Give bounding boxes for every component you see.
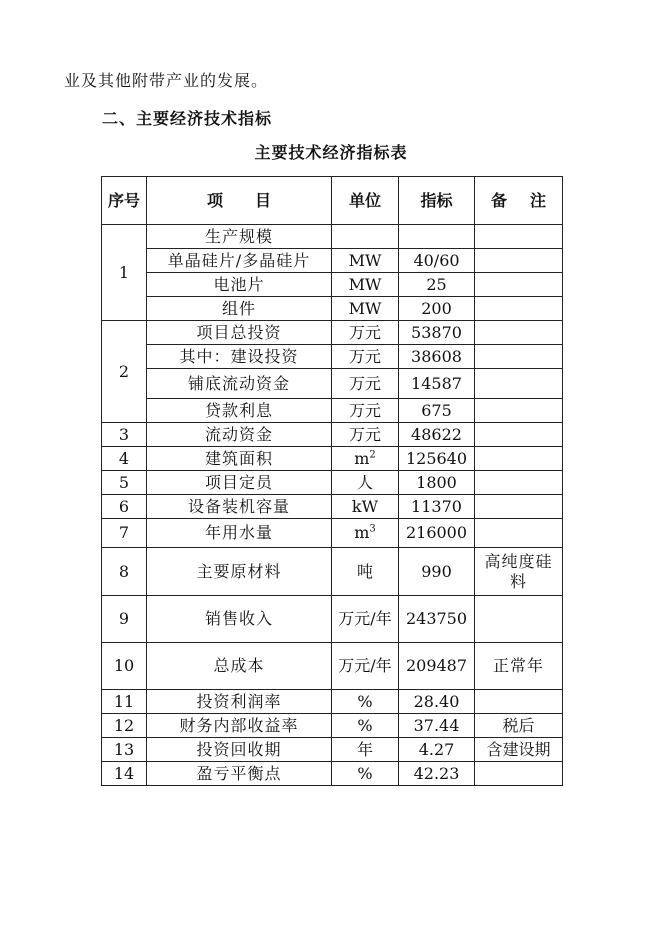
row-seq: 7 [102, 519, 147, 548]
row-value: 1800 [399, 471, 475, 495]
row-seq: 9 [102, 596, 147, 643]
row-item: 其中：建设投资 [147, 345, 332, 369]
row-value: 675 [399, 399, 475, 423]
row-note [475, 423, 563, 447]
unit-base: m [354, 448, 370, 468]
row-value: 990 [399, 548, 475, 596]
unit-exponent: 3 [369, 523, 376, 535]
table-row [102, 519, 563, 548]
row-note [475, 225, 563, 249]
row-note [475, 249, 563, 273]
table-row [102, 225, 563, 249]
row-item: 项目定员 [147, 471, 332, 495]
table-row [102, 596, 563, 643]
row-seq: 8 [102, 548, 147, 596]
row-item: 投资利润率 [147, 690, 332, 714]
row-note [475, 399, 563, 423]
row-unit: MW [332, 273, 399, 297]
row-seq: 3 [102, 423, 147, 447]
row-value: 209487 [399, 643, 475, 690]
row-value: 243750 [399, 596, 475, 643]
row-value: 42.23 [399, 762, 475, 786]
row-note: 高纯度硅料 [475, 548, 563, 596]
table-row [102, 423, 563, 447]
row-seq: 1 [102, 225, 147, 321]
header-note [475, 177, 563, 225]
table-row [102, 762, 563, 786]
row-note [475, 447, 563, 471]
table-row [102, 399, 563, 423]
row-value: 37.44 [399, 714, 475, 738]
table-row [102, 369, 563, 399]
row-item: 建筑面积 [147, 447, 332, 471]
row-note [475, 297, 563, 321]
table-header-row [102, 177, 563, 225]
row-seq: 6 [102, 495, 147, 519]
row-item: 贷款利息 [147, 399, 332, 423]
row-unit: 万元 [332, 345, 399, 369]
header-value: 指标 [399, 177, 475, 225]
row-unit: 万元 [332, 321, 399, 345]
row-value: 125640 [399, 447, 475, 471]
unit-base: m [354, 523, 370, 542]
row-seq: 14 [102, 762, 147, 786]
row-unit: % [332, 690, 399, 714]
row-value: 48622 [399, 423, 475, 447]
row-unit: MW [332, 297, 399, 321]
row-item: 组件 [147, 297, 332, 321]
row-note [475, 273, 563, 297]
row-unit: 人 [332, 471, 399, 495]
row-item: 设备装机容量 [147, 495, 332, 519]
row-note [475, 345, 563, 369]
row-item: 财务内部收益率 [147, 714, 332, 738]
header-note-b: 注 [529, 190, 546, 210]
row-note [475, 596, 563, 643]
table-row [102, 249, 563, 273]
row-seq: 5 [102, 471, 147, 495]
row-note [475, 519, 563, 548]
table-row [102, 690, 563, 714]
row-unit: 万元 [332, 369, 399, 399]
table-row [102, 471, 563, 495]
row-item: 生产规模 [147, 225, 332, 249]
row-unit: MW [332, 249, 399, 273]
row-unit [332, 447, 399, 471]
row-unit: 万元/年 [332, 596, 399, 643]
row-seq: 2 [102, 321, 147, 423]
row-note [475, 369, 563, 399]
row-seq: 13 [102, 738, 147, 762]
row-unit: 万元 [332, 399, 399, 423]
row-note: 正常年 [475, 643, 563, 690]
header-seq: 序号 [102, 177, 147, 225]
row-value: 216000 [399, 519, 475, 548]
row-item: 单晶硅片/多晶硅片 [147, 249, 332, 273]
table-row [102, 643, 563, 690]
row-item: 销售收入 [147, 596, 332, 643]
row-value: 14587 [399, 369, 475, 399]
table-row [102, 273, 563, 297]
table-title: 主要技术经济指标表 [254, 143, 408, 162]
header-note-a: 备 [491, 190, 508, 210]
row-note: 含建设期 [475, 738, 563, 762]
row-item: 主要原材料 [147, 548, 332, 596]
row-item: 投资回收期 [147, 738, 332, 762]
row-value: 200 [399, 297, 475, 321]
unit-exponent: 2 [369, 449, 376, 461]
row-note [475, 690, 563, 714]
row-value: 38608 [399, 345, 475, 369]
table-row [102, 297, 563, 321]
row-item: 铺底流动资金 [147, 369, 332, 399]
row-item: 年用水量 [147, 519, 332, 548]
row-value [399, 225, 475, 249]
row-note [475, 495, 563, 519]
table-row [102, 447, 563, 471]
row-unit: % [332, 714, 399, 738]
row-value: 40/60 [399, 249, 475, 273]
row-item: 项目总投资 [147, 321, 332, 345]
row-unit: 万元/年 [332, 643, 399, 690]
row-unit: 万元 [332, 423, 399, 447]
row-value: 28.40 [399, 690, 475, 714]
row-value: 4.27 [399, 738, 475, 762]
intro-paragraph: 业及其他附带产业的发展。 [64, 71, 269, 90]
row-seq: 4 [102, 447, 147, 471]
row-unit [332, 225, 399, 249]
header-unit: 单位 [332, 177, 399, 225]
table-row [102, 714, 563, 738]
table-row [102, 321, 563, 345]
row-note [475, 321, 563, 345]
row-item: 盈亏平衡点 [147, 762, 332, 786]
row-seq: 10 [102, 643, 147, 690]
section-heading: 二、主要经济技术指标 [102, 109, 273, 128]
header-item: 项 目 [147, 177, 332, 225]
table-row [102, 738, 563, 762]
row-seq: 12 [102, 714, 147, 738]
row-note [475, 471, 563, 495]
row-seq: 11 [102, 690, 147, 714]
row-value: 11370 [399, 495, 475, 519]
row-note: 税后 [475, 714, 563, 738]
row-item: 总成本 [147, 643, 332, 690]
row-value: 25 [399, 273, 475, 297]
row-unit: % [332, 762, 399, 786]
row-item: 流动资金 [147, 423, 332, 447]
row-note [475, 762, 563, 786]
row-unit: kW [332, 495, 399, 519]
table-row [102, 495, 563, 519]
table-row [102, 548, 563, 596]
row-unit: 年 [332, 738, 399, 762]
row-unit: 吨 [332, 548, 399, 596]
row-value: 53870 [399, 321, 475, 345]
row-unit [332, 519, 399, 548]
row-item: 电池片 [147, 273, 332, 297]
table-row [102, 345, 563, 369]
indicator-table [101, 176, 563, 786]
